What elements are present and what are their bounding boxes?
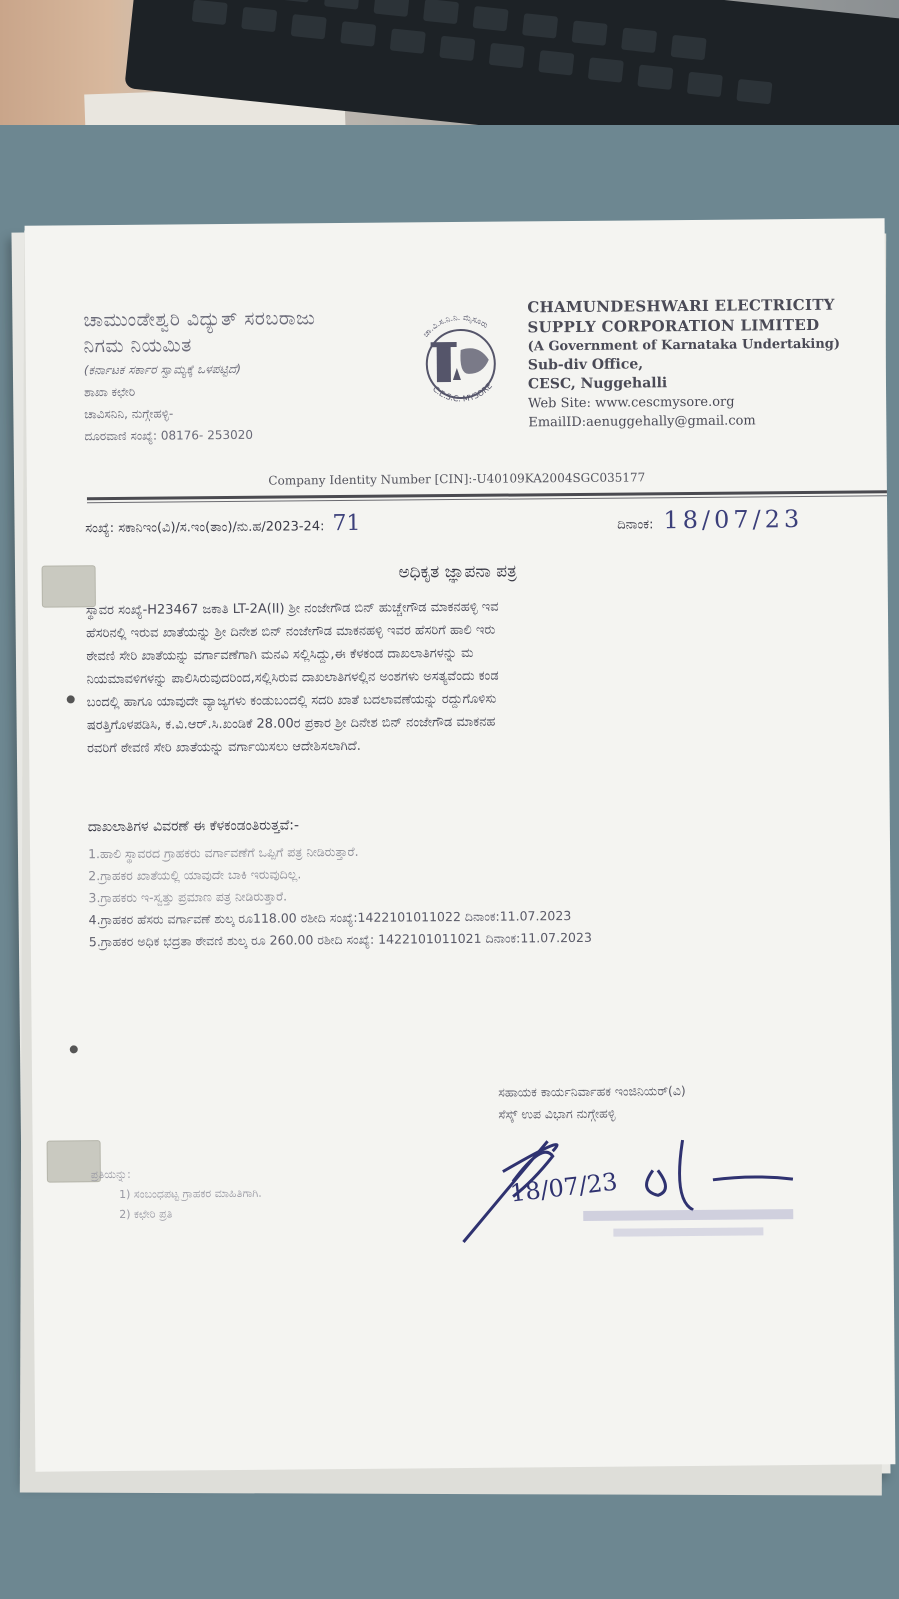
date-value: 18/07/23 bbox=[663, 504, 804, 535]
office-english: Sub-div Office, bbox=[527, 356, 644, 374]
svg-text:C.E.S.C. MYSORE bbox=[431, 381, 494, 403]
body-line: ಷರತ್ತಿಗೊಳಪಡಿಸಿ, ಕ.ವಿ.ಆರ್.ಸಿ.ಖಂಡಿಕೆ 28.00ರ ಪ್ರಕಾರ ಶ್ರೀ ದಿನೇಶ ಬಿನ್ ನಂಜೇಗೌಡ ಮಾಕನಹ bbox=[86, 714, 496, 734]
signatory-office: ಸೆಸ್ಕ್ ಉಪ ವಿಭಾಗ ನುಗ್ಗೇಹಳ್ಳಿ bbox=[498, 1105, 616, 1122]
documents-title: ದಾಖಲಾತಿಗಳ ವಿವರಣೆ ಈ ಕೆಳಕಂಡಂತಿರುತ್ತವೆ:- bbox=[87, 817, 300, 836]
org-name-kannada-2: ನಿಗಮ ನಿಯಮಿತ bbox=[83, 334, 192, 358]
org-name-english-1: CHAMUNDESHWARI ELECTRICITY bbox=[527, 295, 835, 317]
list-item: 1.ಹಾಲಿ ಸ್ಥಾವರದ ಗ್ರಾಹಕರು ವರ್ಗಾವಣೆಗೆ ಒಪ್ಪಿಗೆ ಪತ್ರ ನೀಡಿರುತ್ತಾರೆ. bbox=[87, 843, 359, 862]
body-line: ಸ್ಥಾವರ ಸಂಖ್ಯೆ-H23467 ಜಕಾತಿ LT-2A(II) ಶ್ರೀ ನಂಜೇಗೌಡ ಬಿನ್ ಹುಚ್ಚೇಗೌಡ ಮಾಕನಹಳ್ಳಿ ಇವ bbox=[85, 599, 499, 619]
copy-to-item: 2) ಕಛೇರಿ ಪ್ರತಿ bbox=[119, 1207, 173, 1221]
org-name-english-2: SUPPLY CORPORATION LIMITED bbox=[527, 315, 820, 337]
body-line: ಠೇವಣಿ ಸೇರಿ ಖಾತೆಯನ್ನು ವರ್ಗಾವಣೆಗಾಗಿ ಮನವಿ ಸಲ್ಲಿಸಿದ್ದು,ಈ ಕೆಳಕಂಡ ದಾಖಲಾತಿಗಳನ್ನು ಮ bbox=[86, 645, 474, 665]
govt-english: (A Government of Karnataka Undertaking) bbox=[527, 336, 841, 355]
phone-kannada: ದೂರವಾಣಿ ಸಂಖ್ಯೆ: 08176- 253020 bbox=[84, 427, 254, 444]
body-line: ಹೆಸರಿನಲ್ಲಿ ಇರುವ ಖಾತೆಯನ್ನು ಶ್ರೀ ದಿನೇಶ ಬಿನ್ ನಂಜೇಗೌಡ ಮಾಕನಹಳ್ಳಿ ಇವರ ಹೆಸರಿಗೆ ಹಾಲಿ ಇರು bbox=[86, 622, 496, 642]
body-line: ನಿಯಮಾವಳಿಗಳನ್ನು ಪಾಲಿಸಿರುವುದರಿಂದ,ಸಲ್ಲಿಸಿರುವ ದಾಖಲಾತಿಗಳಲ್ಲಿನ ಅಂಶಗಳು ಅಸತ್ಯವೆಂದು ಕಂಡ bbox=[86, 668, 499, 688]
header-kannada bbox=[83, 305, 384, 448]
email: EmailID:aenuggehally@gmail.com bbox=[528, 413, 756, 431]
subject-title: ಅಧಿಕೃತ ಜ್ಞಾಪನಾ ಪತ್ರ bbox=[398, 561, 517, 583]
reference-line bbox=[85, 511, 360, 538]
copy-to bbox=[91, 1164, 262, 1225]
reference-label: ಸಂಖ್ಯೆ: ಸಕಾನಿಇಂ(ವಿ)/ಸ.ಇಂ(ತಾಂ)/ನು.ಹ/2023-24: bbox=[85, 519, 325, 537]
location-english: CESC, Nuggehalli bbox=[527, 375, 668, 393]
handwritten-signature bbox=[452, 1099, 833, 1252]
copy-to-label: ಪ್ರತಿಯನ್ನು: bbox=[90, 1167, 131, 1182]
website: Web Site: www.cescmysore.org bbox=[528, 394, 735, 412]
govt-kannada: (ಕರ್ನಾಟಕ ಸರ್ಕಾರ ಸ್ವಾಮ್ಯಕ್ಕೆ ಒಳಪಟ್ಟಿದೆ) bbox=[83, 361, 242, 378]
list-item: 5.ಗ್ರಾಹಕರ ಅಧಿಕ ಭದ್ರತಾ ಠೇವಣಿ ಶುಲ್ಕ ರೂ 260.00 ರಶೀದಿ ಸಂಖ್ಯೆ: 1422101011021 ದಿನಾಂಕ:11.07.2023 bbox=[88, 929, 592, 950]
logo-ring-text: ಚಾ.ವಿ.ಸ.ನಿ.ನಿ. ಮೈಸೂರು bbox=[421, 312, 490, 339]
list-item: 3.ಗ್ರಾಹಕರು ಇ-ಸ್ವತ್ತು ಪ್ರಮಾಣ ಪತ್ರ ನೀಡಿರುತ್ತಾರೆ. bbox=[88, 888, 288, 906]
body-line: ರವರಿಗೆ ಠೇವಣಿ ಸೇರಿ ಖಾತೆಯನ್ನು ವರ್ಗಾಯಿಸಲು ಆದೇಶಿಸಲಾಗಿದೆ. bbox=[87, 738, 361, 757]
header-english bbox=[527, 294, 878, 432]
cesc-logo bbox=[400, 301, 521, 422]
documents-list bbox=[88, 836, 889, 953]
signatory-designation: ಸಹಾಯಕ ಕಾರ್ಯನಿರ್ವಾಹಕ ಇಂಜಿನಿಯರ್(ವಿ) bbox=[498, 1083, 686, 1100]
date-line bbox=[617, 505, 803, 535]
company-cin: Company Identity Number [CIN]:-U40109KA2004SGC035177 bbox=[268, 470, 646, 488]
office-kannada: ಶಾಖಾ ಕಛೇರಿ bbox=[83, 384, 136, 400]
letter-body bbox=[86, 592, 887, 760]
copy-to-item: 1) ಸಂಬಂಧಪಟ್ಟ ಗ್ರಾಹಕರ ಮಾಹಿತಿಗಾಗಿ. bbox=[118, 1186, 262, 1201]
location-kannada: ಚಾವಿಸನಿನಿ, ನುಗ್ಗೇಹಳ್ಳಿ- bbox=[84, 406, 174, 422]
body-line: ಬಂದಲ್ಲಿ ಹಾಗೂ ಯಾವುದೇ ವ್ಯಾಜ್ಯಗಳು ಕಂಡುಬಂದಲ್ಲಿ ಸದರಿ ಖಾತೆ ಬದಲಾವಣೆಯನ್ನು ರದ್ದುಗೊಳಿಸು bbox=[86, 691, 497, 711]
logo-bottom-text: C.E.S.C. MYSORE bbox=[430, 381, 494, 404]
list-item: 2.ಗ್ರಾಹಕರ ಖಾತೆಯಲ್ಲಿ ಯಾವುದೇ ಬಾಕಿ ಇರುವುದಿಲ್ಲ. bbox=[88, 866, 302, 884]
signature-date: 18/07/23 bbox=[508, 1167, 619, 1208]
date-label: ದಿನಾಂಕ: bbox=[617, 517, 654, 533]
reference-number: 71 bbox=[332, 510, 361, 537]
punch-hole bbox=[67, 695, 75, 703]
letter-page bbox=[25, 218, 896, 1471]
punch-hole bbox=[70, 1045, 78, 1053]
list-item: 4.ಗ್ರಾಹಕರ ಹೆಸರು ವರ್ಗಾವಣೆ ಶುಲ್ಕ ರೂ118.00 ರಶೀದಿ ಸಂಖ್ಯೆ:1422101011022 ದಿನಾಂಕ:11.07.2023 bbox=[88, 908, 572, 928]
org-name-kannada-1: ಚಾಮುಂಡೇಶ್ವರಿ ವಿದ್ಯುತ್ ಸರಬರಾಜು bbox=[83, 307, 316, 332]
